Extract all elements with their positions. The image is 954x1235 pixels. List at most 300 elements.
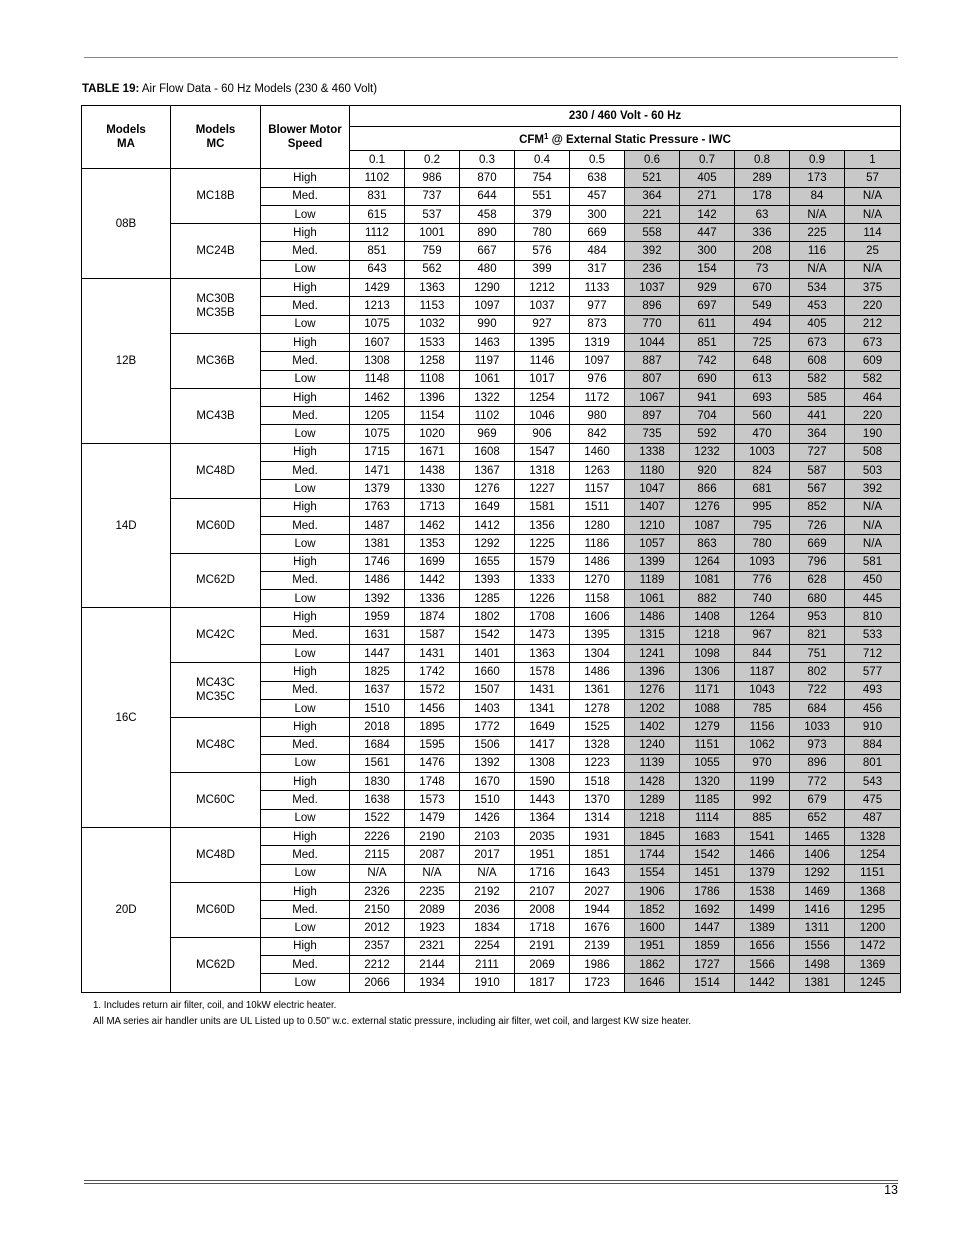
cfm-value-cell: 1723 — [570, 974, 625, 992]
blower-speed-cell: High — [261, 718, 350, 736]
model-mc-name: MC48C — [196, 739, 235, 752]
cfm-value-cell: 558 — [625, 224, 680, 242]
cfm-value-cell: 1683 — [680, 827, 735, 845]
table-row — [82, 937, 901, 955]
cfm-value-cell: 1671 — [405, 443, 460, 461]
cfm-value-cell: 1308 — [350, 352, 405, 370]
cfm-value-cell: 953 — [790, 608, 845, 626]
caption-label: TABLE 19: — [82, 83, 140, 95]
cfm-value-cell: 884 — [845, 736, 901, 754]
cfm-value-cell: 1289 — [625, 791, 680, 809]
table-caption — [82, 83, 377, 95]
cfm-value-cell: 1020 — [405, 425, 460, 443]
cfm-value-cell: 628 — [790, 571, 845, 589]
cfm-value-cell: 1746 — [350, 553, 405, 571]
blower-speed-cell: Low — [261, 590, 350, 608]
cfm-value-cell: 470 — [735, 425, 790, 443]
cfm-value-cell: 582 — [845, 370, 901, 388]
cfm-value-cell: 450 — [845, 571, 901, 589]
cfm-value-cell: 178 — [735, 187, 790, 205]
model-mc-name: MC43B — [196, 409, 235, 422]
cfm-value-cell: 1396 — [625, 663, 680, 681]
cfm-value-cell: 990 — [460, 315, 515, 333]
cfm-value-cell: 615 — [350, 205, 405, 223]
model-mc-cell — [171, 773, 261, 828]
cfm-value-cell: 1148 — [350, 370, 405, 388]
cfm-value-cell: 1487 — [350, 516, 405, 534]
cfm-value-cell: 592 — [680, 425, 735, 443]
table-body — [82, 169, 901, 992]
page-number: 13 — [884, 1183, 898, 1197]
cfm-value-cell: 2069 — [515, 956, 570, 974]
cfm-value-cell: 212 — [845, 315, 901, 333]
cfm-value-cell: 611 — [680, 315, 735, 333]
cfm-value-cell: 1486 — [625, 608, 680, 626]
cfm-value-cell: 1218 — [680, 626, 735, 644]
cfm-value-cell: 1276 — [460, 480, 515, 498]
cfm-value-cell: 897 — [625, 407, 680, 425]
cfm-value-cell: 1212 — [515, 279, 570, 297]
cfm-value-cell: 1525 — [570, 718, 625, 736]
cfm-value-cell: 648 — [735, 352, 790, 370]
model-mc-name: MC35C — [196, 691, 235, 704]
blower-speed-cell: Med. — [261, 571, 350, 589]
cfm-value-cell: 1684 — [350, 736, 405, 754]
pressure-header: 0.3 — [460, 151, 515, 169]
cfm-value-cell: 1718 — [515, 919, 570, 937]
cfm-value-cell: 220 — [845, 297, 901, 315]
caption-text: Air Flow Data - 60 Hz Models (230 & 460 Volt) — [139, 83, 378, 95]
cfm-value-cell: 1379 — [735, 864, 790, 882]
cfm-value-cell: 1061 — [625, 590, 680, 608]
cfm-value-cell: 1426 — [460, 809, 515, 827]
cfm-value-cell: 1646 — [625, 974, 680, 992]
cfm-value-cell: 1463 — [460, 333, 515, 351]
cfm-value-cell: 669 — [570, 224, 625, 242]
cfm-value-cell: 1510 — [350, 699, 405, 717]
model-mc-name: MC35B — [196, 307, 235, 320]
table-row — [82, 827, 901, 845]
cfm-value-cell: 1637 — [350, 681, 405, 699]
model-mc-name: MC48D — [196, 464, 235, 477]
cfm-value-cell: 1306 — [680, 663, 735, 681]
cfm-value-cell: 1389 — [735, 919, 790, 937]
cfm-value-cell: 1479 — [405, 809, 460, 827]
cfm-value-cell: 537 — [405, 205, 460, 223]
header-cfm: CFM$^1$ @ External Static Pressure - IWC — [350, 127, 901, 151]
blower-speed-cell: High — [261, 773, 350, 791]
cfm-value-cell: 116 — [790, 242, 845, 260]
cfm-value-cell: 1241 — [625, 645, 680, 663]
cfm-value-cell: 1830 — [350, 773, 405, 791]
cfm-value-cell: 2139 — [570, 937, 625, 955]
cfm-value-cell: 684 — [790, 699, 845, 717]
model-mc-name: MC30B — [196, 293, 235, 306]
cfm-value-cell: 1037 — [625, 279, 680, 297]
cfm-value-cell: 2357 — [350, 937, 405, 955]
cfm-value-cell: 173 — [790, 169, 845, 187]
cfm-value-cell: 1200 — [845, 919, 901, 937]
table-row — [82, 553, 901, 571]
cfm-value-cell: 785 — [735, 699, 790, 717]
cfm-value-cell: 2192 — [460, 882, 515, 900]
model-mc-cell — [171, 882, 261, 937]
model-mc-cell — [171, 827, 261, 882]
cfm-value-cell: 742 — [680, 352, 735, 370]
cfm-value-cell: 772 — [790, 773, 845, 791]
cfm-value-cell: 1032 — [405, 315, 460, 333]
cfm-value-cell: 1146 — [515, 352, 570, 370]
cfm-value-cell: 1834 — [460, 919, 515, 937]
cfm-value-cell: 1859 — [680, 937, 735, 955]
cfm-value-cell: N/A — [845, 498, 901, 516]
model-mc-cell — [171, 937, 261, 992]
cfm-value-cell: 577 — [845, 663, 901, 681]
cfm-value-cell: 679 — [790, 791, 845, 809]
cfm-value-cell: 1033 — [790, 718, 845, 736]
blower-speed-cell: High — [261, 663, 350, 681]
cfm-value-cell: 910 — [845, 718, 901, 736]
cfm-value-cell: 1318 — [515, 462, 570, 480]
cfm-value-cell: 1472 — [845, 937, 901, 955]
cfm-value-cell: 1447 — [680, 919, 735, 937]
cfm-value-cell: 1607 — [350, 333, 405, 351]
cfm-value-cell: 1579 — [515, 553, 570, 571]
cfm-value-cell: 480 — [460, 260, 515, 278]
pressure-header: 0.2 — [405, 151, 460, 169]
top-rule — [84, 57, 898, 58]
cfm-value-cell: 851 — [680, 333, 735, 351]
cfm-value-cell: 84 — [790, 187, 845, 205]
cfm-value-cell: 487 — [845, 809, 901, 827]
cfm-value-cell: 2191 — [515, 937, 570, 955]
cfm-value-cell: N/A — [790, 205, 845, 223]
cfm-value-cell: 873 — [570, 315, 625, 333]
cfm-value-cell: 1403 — [460, 699, 515, 717]
model-mc-name: MC36B — [196, 354, 235, 367]
cfm-value-cell: 1431 — [405, 645, 460, 663]
cfm-value-cell: 1399 — [625, 553, 680, 571]
cfm-value-cell: 1406 — [790, 846, 845, 864]
cfm-value-cell: 1171 — [680, 681, 735, 699]
cfm-value-cell: 1407 — [625, 498, 680, 516]
blower-speed-cell: Low — [261, 480, 350, 498]
cfm-value-cell: 801 — [845, 754, 901, 772]
cfm-value-cell: 57 — [845, 169, 901, 187]
cfm-value-cell: 1608 — [460, 443, 515, 461]
cfm-value-cell: 1744 — [625, 846, 680, 864]
blower-speed-cell: High — [261, 882, 350, 900]
cfm-value-cell: 379 — [515, 205, 570, 223]
blower-speed-cell: Low — [261, 205, 350, 223]
cfm-value-cell: 562 — [405, 260, 460, 278]
blower-speed-cell: Med. — [261, 681, 350, 699]
cfm-value-cell: 2027 — [570, 882, 625, 900]
cfm-value-cell: 114 — [845, 224, 901, 242]
cfm-value-cell: 2326 — [350, 882, 405, 900]
cfm-value-cell: 697 — [680, 297, 735, 315]
cfm-value-cell: 1187 — [735, 663, 790, 681]
cfm-value-cell: 759 — [405, 242, 460, 260]
cfm-value-cell: 1055 — [680, 754, 735, 772]
cfm-value-cell: 1205 — [350, 407, 405, 425]
cfm-value-cell: 722 — [790, 681, 845, 699]
cfm-value-cell: 1081 — [680, 571, 735, 589]
cfm-value-cell: 1428 — [625, 773, 680, 791]
cfm-value-cell: 458 — [460, 205, 515, 223]
cfm-value-cell: 608 — [790, 352, 845, 370]
cfm-value-cell: 1133 — [570, 279, 625, 297]
cfm-value-cell: 1102 — [460, 407, 515, 425]
cfm-value-cell: 567 — [790, 480, 845, 498]
cfm-value-cell: 493 — [845, 681, 901, 699]
cfm-value-cell: 970 — [735, 754, 790, 772]
cfm-value-cell: 920 — [680, 462, 735, 480]
cfm-value-cell: 392 — [625, 242, 680, 260]
cfm-value-cell: 1469 — [790, 882, 845, 900]
cfm-value-cell: 1538 — [735, 882, 790, 900]
cfm-value-cell: N/A — [845, 516, 901, 534]
cfm-value-cell: 1533 — [405, 333, 460, 351]
cfm-value-cell: 1670 — [460, 773, 515, 791]
cfm-value-cell: 447 — [680, 224, 735, 242]
cfm-value-cell: 190 — [845, 425, 901, 443]
cfm-value-cell: 1151 — [845, 864, 901, 882]
cfm-value-cell: 1093 — [735, 553, 790, 571]
cfm-value-cell: 1338 — [625, 443, 680, 461]
cfm-value-cell: 405 — [790, 315, 845, 333]
blower-speed-cell: Med. — [261, 846, 350, 864]
cfm-value-cell: 576 — [515, 242, 570, 260]
model-mc-cell — [171, 388, 261, 443]
cfm-value-cell: 1476 — [405, 754, 460, 772]
blower-speed-cell: High — [261, 279, 350, 297]
cfm-value-cell: 1180 — [625, 462, 680, 480]
cfm-value-cell: 1017 — [515, 370, 570, 388]
cfm-value-cell: 1322 — [460, 388, 515, 406]
table-row — [82, 224, 901, 242]
cfm-value-cell: 1951 — [625, 937, 680, 955]
cfm-value-cell: 453 — [790, 297, 845, 315]
model-mc-name: MC18B — [196, 190, 235, 203]
cfm-value-cell: 1506 — [460, 736, 515, 754]
cfm-value-cell: 1370 — [570, 791, 625, 809]
cfm-value-cell: 1232 — [680, 443, 735, 461]
cfm-value-cell: 1061 — [460, 370, 515, 388]
cfm-value-cell: 941 — [680, 388, 735, 406]
cfm-value-cell: 967 — [735, 626, 790, 644]
cfm-value-cell: 1514 — [680, 974, 735, 992]
cfm-value-cell: 1462 — [350, 388, 405, 406]
cfm-value-cell: N/A — [460, 864, 515, 882]
cfm-value-cell: 1959 — [350, 608, 405, 626]
header-models-ma: Models MA — [82, 106, 171, 169]
cfm-value-cell: 399 — [515, 260, 570, 278]
cfm-value-cell: 1043 — [735, 681, 790, 699]
cfm-value-cell: 1443 — [515, 791, 570, 809]
model-mc-cell — [171, 224, 261, 279]
cfm-value-cell: 464 — [845, 388, 901, 406]
blower-speed-cell: High — [261, 443, 350, 461]
blower-speed-cell: Med. — [261, 791, 350, 809]
cfm-value-cell: N/A — [405, 864, 460, 882]
cfm-value-cell: 1368 — [845, 882, 901, 900]
cfm-value-cell: 1590 — [515, 773, 570, 791]
cfm-value-cell: 317 — [570, 260, 625, 278]
cfm-value-cell: 73 — [735, 260, 790, 278]
cfm-value-cell: 1692 — [680, 901, 735, 919]
cfm-value-cell: 1951 — [515, 846, 570, 864]
cfm-value-cell: 735 — [625, 425, 680, 443]
blower-speed-cell: Med. — [261, 352, 350, 370]
cfm-value-cell: 1442 — [735, 974, 790, 992]
cfm-value-cell: 142 — [680, 205, 735, 223]
cfm-value-cell: 1292 — [460, 535, 515, 553]
cfm-value-cell: 866 — [680, 480, 735, 498]
cfm-value-cell: 1047 — [625, 480, 680, 498]
cfm-value-cell: 1852 — [625, 901, 680, 919]
cfm-value-cell: 890 — [460, 224, 515, 242]
cfm-value-cell: 1471 — [350, 462, 405, 480]
cfm-value-cell: 1429 — [350, 279, 405, 297]
cfm-value-cell: 1486 — [570, 553, 625, 571]
cfm-value-cell: 2036 — [460, 901, 515, 919]
cfm-value-cell: 1660 — [460, 663, 515, 681]
cfm-value-cell: 1431 — [515, 681, 570, 699]
cfm-value-cell: 494 — [735, 315, 790, 333]
cfm-value-cell: 1395 — [570, 626, 625, 644]
cfm-value-cell: 1151 — [680, 736, 735, 754]
cfm-value-cell: 1447 — [350, 645, 405, 663]
cfm-value-cell: 1542 — [680, 846, 735, 864]
cfm-value-cell: 2111 — [460, 956, 515, 974]
cfm-value-cell: 1541 — [735, 827, 790, 845]
cfm-value-cell: 670 — [735, 279, 790, 297]
cfm-value-cell: 1561 — [350, 754, 405, 772]
cfm-value-cell: 1330 — [405, 480, 460, 498]
cfm-value-cell: 1786 — [680, 882, 735, 900]
cfm-value-cell: 1292 — [790, 864, 845, 882]
cfm-value-cell: 1254 — [845, 846, 901, 864]
model-mc-cell — [171, 663, 261, 718]
cfm-value-cell: 821 — [790, 626, 845, 644]
cfm-value-cell: 1087 — [680, 516, 735, 534]
cfm-value-cell: 1075 — [350, 315, 405, 333]
cfm-value-cell: 1075 — [350, 425, 405, 443]
cfm-value-cell: 1225 — [515, 535, 570, 553]
cfm-value-cell: 673 — [790, 333, 845, 351]
cfm-value-cell: 1102 — [350, 169, 405, 187]
cfm-value-cell: 475 — [845, 791, 901, 809]
cfm-value-cell: 289 — [735, 169, 790, 187]
blower-speed-cell: Low — [261, 864, 350, 882]
cfm-value-cell: 1713 — [405, 498, 460, 516]
cfm-value-cell: 236 — [625, 260, 680, 278]
cfm-value-cell: 2018 — [350, 718, 405, 736]
model-ma-cell: 08B — [82, 169, 171, 279]
cfm-value-cell: 976 — [570, 370, 625, 388]
cfm-value-cell: 2190 — [405, 827, 460, 845]
model-mc-cell — [171, 279, 261, 334]
blower-speed-cell: Low — [261, 425, 350, 443]
cfm-value-cell: 1581 — [515, 498, 570, 516]
cfm-value-cell: 807 — [625, 370, 680, 388]
cfm-value-cell: 824 — [735, 462, 790, 480]
cfm-value-cell: 1554 — [625, 864, 680, 882]
cfm-value-cell: 667 — [460, 242, 515, 260]
cfm-value-cell: 1462 — [405, 516, 460, 534]
cfm-value-cell: 844 — [735, 645, 790, 663]
cfm-value-cell: 1276 — [680, 498, 735, 516]
blower-speed-cell: Low — [261, 699, 350, 717]
table-row — [82, 333, 901, 351]
cfm-value-cell: 1763 — [350, 498, 405, 516]
cfm-value-cell: 652 — [790, 809, 845, 827]
cfm-value-cell: 1336 — [405, 590, 460, 608]
cfm-value-cell: 1638 — [350, 791, 405, 809]
cfm-value-cell: 1595 — [405, 736, 460, 754]
cfm-value-cell: 1245 — [845, 974, 901, 992]
blower-speed-cell: Med. — [261, 407, 350, 425]
cfm-value-cell: 726 — [790, 516, 845, 534]
blower-speed-cell: Low — [261, 974, 350, 992]
cfm-value-cell: 712 — [845, 645, 901, 663]
cfm-value-cell: 1656 — [735, 937, 790, 955]
cfm-value-cell: 375 — [845, 279, 901, 297]
cfm-value-cell: 1906 — [625, 882, 680, 900]
model-mc-cell — [171, 553, 261, 608]
table-row — [82, 169, 901, 187]
cfm-value-cell: 1264 — [735, 608, 790, 626]
cfm-value-cell: 1499 — [735, 901, 790, 919]
blower-speed-cell: Med. — [261, 901, 350, 919]
cfm-value-cell: 534 — [790, 279, 845, 297]
cfm-value-cell: 2150 — [350, 901, 405, 919]
pressure-header: 0.5 — [570, 151, 625, 169]
pressure-header: 0.9 — [790, 151, 845, 169]
cfm-value-cell: 1748 — [405, 773, 460, 791]
cfm-value-cell: 1473 — [515, 626, 570, 644]
blower-speed-cell: Med. — [261, 956, 350, 974]
cfm-value-cell: 1451 — [680, 864, 735, 882]
cfm-value-cell: 1158 — [570, 590, 625, 608]
cfm-value-cell: 1276 — [625, 681, 680, 699]
cfm-value-cell: 581 — [845, 553, 901, 571]
cfm-value-cell: 2212 — [350, 956, 405, 974]
cfm-value-cell: 1353 — [405, 535, 460, 553]
cfm-value-cell: 851 — [350, 242, 405, 260]
cfm-value-cell: 1572 — [405, 681, 460, 699]
cfm-value-cell: 1139 — [625, 754, 680, 772]
cfm-value-cell: 1507 — [460, 681, 515, 699]
header-blower-speed: Blower Motor Speed — [261, 106, 350, 169]
cfm-value-cell: 986 — [405, 169, 460, 187]
cfm-value-cell: 1037 — [515, 297, 570, 315]
cfm-value-cell: 1067 — [625, 388, 680, 406]
blower-speed-cell: High — [261, 937, 350, 955]
cfm-value-cell: 740 — [735, 590, 790, 608]
cfm-value-cell: 533 — [845, 626, 901, 644]
cfm-value-cell: 1708 — [515, 608, 570, 626]
cfm-value-cell: 1401 — [460, 645, 515, 663]
cfm-value-cell: 795 — [735, 516, 790, 534]
cfm-value-cell: 973 — [790, 736, 845, 754]
cfm-value-cell: 1649 — [515, 718, 570, 736]
cfm-value-cell: 2107 — [515, 882, 570, 900]
pressure-header: 1 — [845, 151, 901, 169]
cfm-value-cell: 2017 — [460, 846, 515, 864]
cfm-value-cell: 220 — [845, 407, 901, 425]
